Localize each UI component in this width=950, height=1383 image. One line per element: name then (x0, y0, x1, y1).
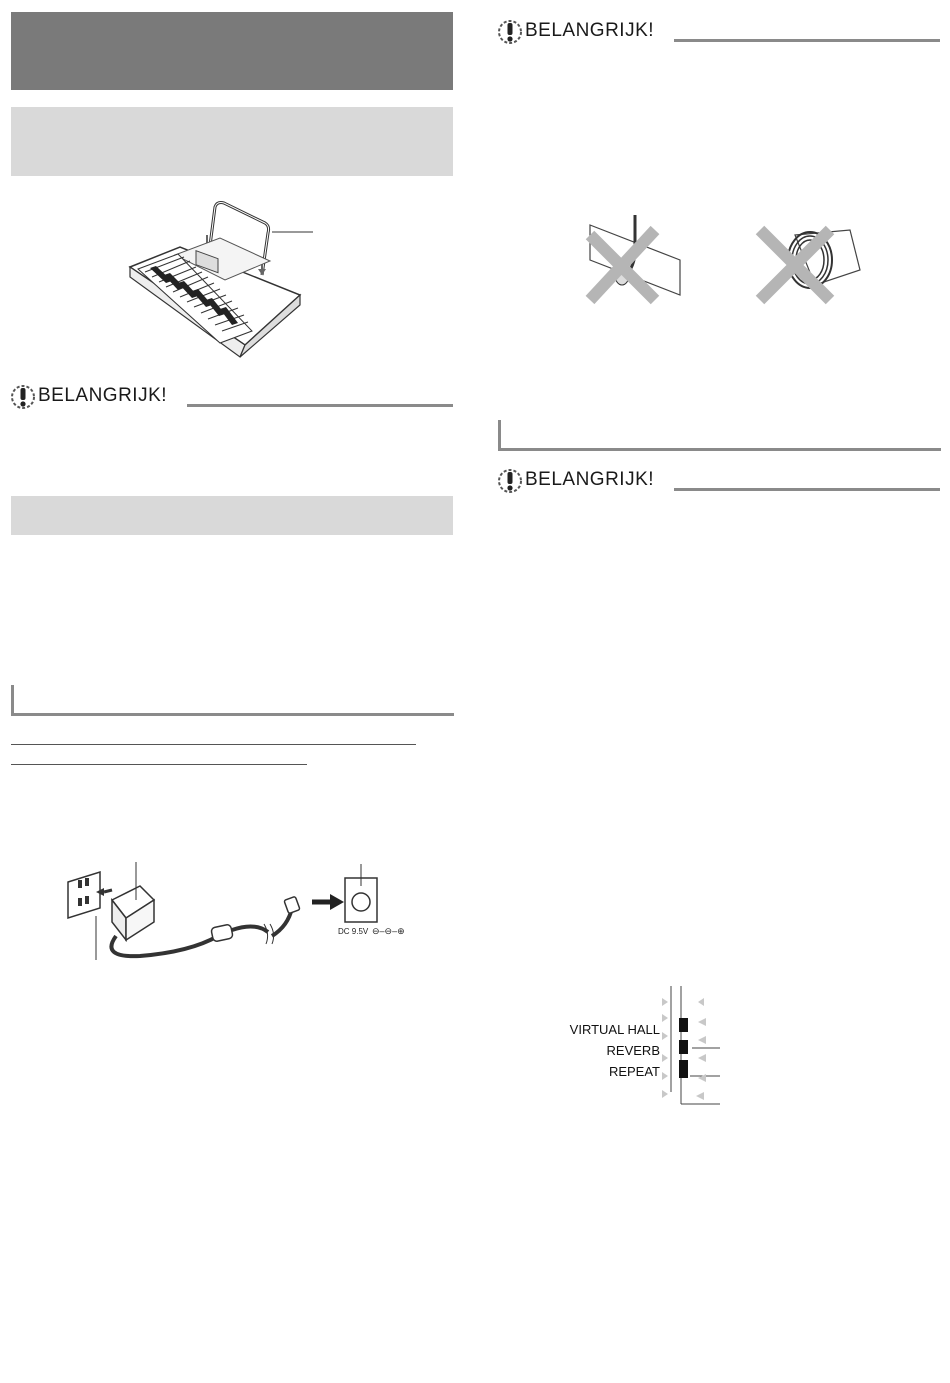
header-banner (11, 12, 453, 90)
display-indicator-figure (550, 980, 730, 1110)
underline-2 (11, 764, 307, 765)
warning-icon (11, 383, 37, 411)
indicator-virtual-hall: VIRTUAL HALL (569, 1022, 660, 1037)
important-notice-1 (11, 383, 453, 413)
important-label: BELANGRIJK! (525, 469, 655, 490)
section-heading-rule-right (498, 420, 941, 451)
ac-adaptor-illustration (60, 860, 410, 965)
keyboard-stand-illustration (120, 195, 330, 360)
cable-wrap-prohibited-illustration (755, 215, 865, 310)
indicator-repeat: REPEAT (608, 1064, 660, 1079)
svg-text:⊖–⊖–⊕: ⊖–⊖–⊕ (372, 926, 405, 936)
section-heading-rule-left (11, 685, 454, 716)
warning-icon (498, 467, 524, 495)
important-notice-3 (498, 467, 940, 497)
section-banner-1 (11, 107, 453, 176)
cable-bend-prohibited-illustration (580, 215, 690, 310)
important-label: BELANGRIJK! (525, 20, 655, 41)
dc-jack-label: DC 9.5V (338, 927, 369, 936)
important-notice-2 (498, 18, 940, 48)
section-banner-2 (11, 496, 453, 535)
indicator-reverb: REVERB (606, 1043, 660, 1058)
underline-1 (11, 744, 416, 745)
warning-icon (498, 18, 524, 46)
important-label: BELANGRIJK! (38, 385, 168, 406)
